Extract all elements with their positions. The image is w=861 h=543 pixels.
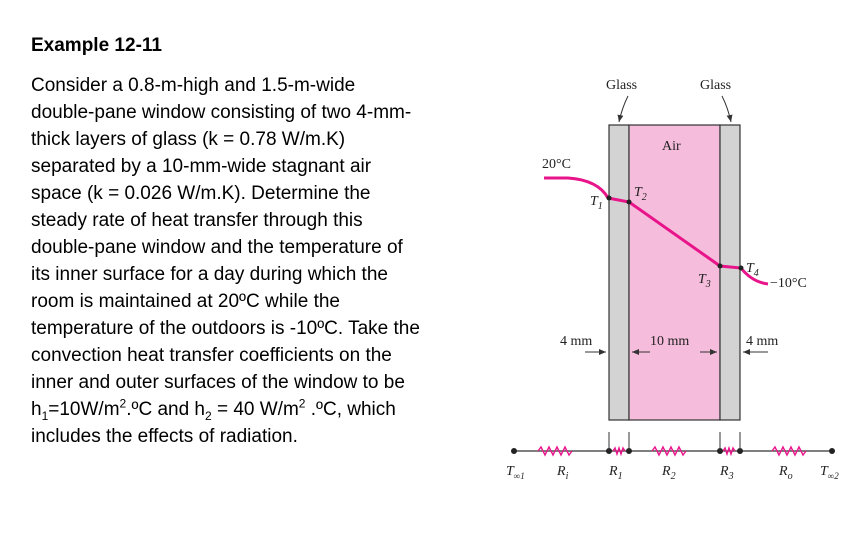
problem-line: temperature of the outdoors is -10ºC. Take the: [31, 318, 420, 339]
dimension-right: 4 mm: [746, 334, 779, 349]
label-ro: [778, 464, 793, 482]
label-r1: [608, 464, 623, 482]
t4-subscript: 4: [753, 268, 759, 279]
glass-pointer-right: [722, 96, 731, 122]
tinf1-symbol: T: [506, 464, 514, 479]
label-ri: [556, 464, 569, 482]
label-t1: [590, 194, 603, 212]
ri-symbol: R: [557, 464, 566, 479]
h2-exponent: 2: [298, 396, 306, 411]
label-tinf1: [506, 464, 525, 481]
ri-subscript: i: [565, 471, 569, 482]
r1-subscript: 1: [617, 471, 623, 482]
r3-subscript: 3: [728, 471, 734, 482]
r2-symbol: R: [662, 464, 671, 479]
glass-pointer-left: [619, 96, 628, 122]
outside-temperature: −10°C: [770, 276, 807, 291]
h1-value: =10W/m: [48, 399, 120, 420]
dimension-left: 4 mm: [560, 334, 593, 349]
h1-exponent: 2: [119, 396, 127, 411]
label-r2: [661, 464, 676, 482]
h2-subscript: 2: [205, 408, 212, 423]
label-tinf2: [820, 464, 839, 481]
t1-symbol: T: [590, 194, 598, 209]
problem-line: its inner surface for a day during which the: [31, 264, 388, 285]
ro-symbol: R: [779, 464, 788, 479]
t2-symbol: T: [634, 185, 642, 200]
network-node: [511, 448, 517, 454]
glass-label-right: Glass: [700, 78, 732, 93]
problem-line: steady rate of heat transfer through this: [31, 210, 363, 231]
h1-unit: .ºC and h: [126, 399, 205, 420]
air-gap: [629, 125, 720, 420]
h1-subscript: 1: [41, 408, 49, 423]
h2-value: = 40 W/m: [211, 399, 299, 420]
tinf2-subscript: ∞2: [827, 471, 839, 481]
right-glass-pane: [720, 125, 740, 420]
network-node: [829, 448, 835, 454]
node-t2: [627, 200, 632, 205]
problem-line: separated by a 10-mm-wide stagnant air: [31, 156, 372, 177]
problem-line: convection heat transfer coefficients on the: [31, 345, 392, 366]
left-glass-pane: [609, 125, 629, 420]
h2-unit: .ºC, which: [305, 399, 396, 420]
node-t1: [607, 196, 612, 201]
t3-symbol: T: [698, 272, 706, 287]
tinf2-symbol: T: [820, 464, 828, 479]
inside-temperature: 20°C: [542, 157, 571, 172]
example-title: Example 12-11: [31, 35, 162, 56]
ro-subscript: o: [787, 471, 793, 482]
problem-line: Consider a 0.8-m-high and 1.5-m-wide: [31, 75, 356, 96]
r1-symbol: R: [609, 464, 618, 479]
t4-symbol: T: [746, 261, 754, 276]
glass-label-left: Glass: [606, 78, 638, 93]
tinf1-subscript: ∞1: [513, 471, 525, 481]
dimension-middle: 10 mm: [650, 334, 690, 349]
problem-line: space (k = 0.026 W/m.K). Determine the: [31, 183, 371, 204]
node-t4: [739, 266, 744, 271]
t1-subscript: 1: [597, 201, 603, 212]
air-label: Air: [662, 139, 681, 154]
resistor-ro: [772, 447, 806, 455]
problem-line: double-pane window and the temperature of: [31, 237, 403, 258]
t3-subscript: 3: [705, 279, 711, 290]
r3-symbol: R: [720, 464, 729, 479]
problem-line: double-pane window consisting of two 4-mm-: [31, 102, 412, 123]
problem-line: room is maintained at 20ºC while the: [31, 291, 340, 312]
resistor-r2: [652, 447, 686, 455]
h1-symbol: h: [31, 399, 42, 420]
problem-line: inner and outer surfaces of the window to be: [31, 372, 405, 393]
resistor-ri: [538, 447, 572, 455]
label-r3: [719, 464, 734, 482]
node-t3: [718, 264, 723, 269]
problem-line: includes the effects of radiation.: [31, 426, 298, 447]
r2-subscript: 2: [670, 471, 676, 482]
t2-subscript: 2: [641, 192, 647, 203]
problem-line: thick layers of glass (k = 0.78 W/m.K): [31, 129, 346, 150]
